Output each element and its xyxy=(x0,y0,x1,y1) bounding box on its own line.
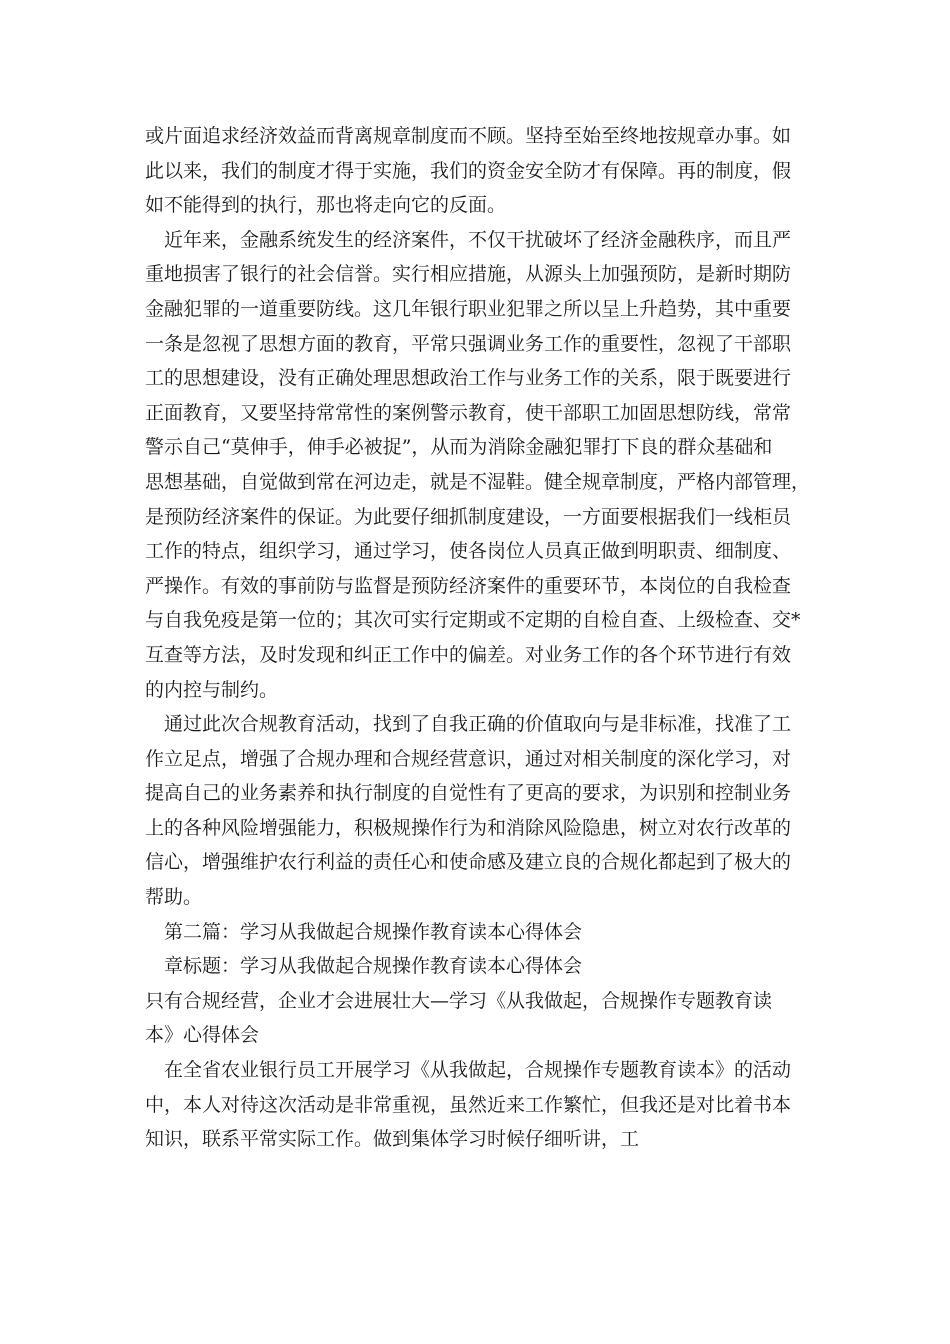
text-line: 是预防经济案件的保证。为此要仔细抓制度建设，一方面要根据我们一线柜员 xyxy=(145,505,792,528)
section-heading: 第二篇：学习从我做起合规操作教育读本心得体会 xyxy=(164,920,583,943)
text-line: 提高自己的业务素养和执行制度的自觉性有了更高的要求，为识别和控制业务 xyxy=(145,782,792,805)
text-line: 知识，联系平常实际工作。做到集体学习时候仔细听讲，工 xyxy=(145,1128,640,1151)
text-line: 重地损害了银行的社会信誉。实行相应措施，从源头上加强预防，是新时期防 xyxy=(145,263,792,286)
text-line: 信心，增强维护农行利益的责任心和使命感及建立良的合规化都起到了极大的 xyxy=(145,851,792,874)
text-line: 帮助。 xyxy=(145,886,203,909)
text-line: 与自我免疫是第一位的；其次可实行定期或不定期的自检自查、上级检查、交* xyxy=(145,609,801,632)
document-body xyxy=(145,119,810,1157)
text-line: 上的各种风险增强能力，积极规操作行为和消除风险隐患，树立对农行改革的 xyxy=(145,816,792,839)
text-line: 工的思想建设，没有正确处理思想政治工作与业务工作的关系，限于既要进行 xyxy=(145,367,792,390)
text-line: 或片面追求经济效益而背离规章制度而不顾。坚持至始至终地按规章办事。如 xyxy=(145,125,792,147)
text-line: 本》心得体会 xyxy=(145,1024,260,1047)
text-line: 近年来，金融系统发生的经济案件，不仅干扰破坏了经济金融秩序，而且严 xyxy=(164,228,792,251)
text-line: 作立足点，增强了合规办理和合规经营意识，通过对相关制度的深化学习，对 xyxy=(145,747,792,770)
text-line: 只有合规经营，企业才会进展壮大—学习《从我做起，合规操作专题教育读 xyxy=(145,989,773,1012)
text-line: 正面教育，又要坚持常常性的案例警示教育，使干部职工加固思想防线，常常 xyxy=(145,401,792,424)
text-line: 一条是忽视了思想方面的教育，平常只强调业务工作的重要性，忽视了干部职 xyxy=(145,332,792,355)
text-line: 工作的特点，组织学习，通过学习，使各岗位人员真正做到明职责、细制度、 xyxy=(145,540,792,563)
text-line: 警示自己“莫伸手，伸手必被捉”，从而为消除金融犯罪打下良的群众基础和 xyxy=(145,436,773,459)
text-line: 互查等方法，及时发现和纠正工作中的偏差。对业务工作的各个环节进行有效 xyxy=(145,643,792,666)
text-line: 严操作。有效的事前防与监督是预防经济案件的重要环节，本岗位的自我检查 xyxy=(145,574,792,597)
text-line: 金融犯罪的一道重要防线。这几年银行职业犯罪之所以呈上升趋势，其中重要 xyxy=(145,297,792,320)
text-line: 通过此次合规教育活动，找到了自我正确的价值取向与是非标准，找准了工 xyxy=(164,713,792,736)
text-line: 如不能得到的执行，那也将走向它的反面。 xyxy=(145,194,507,217)
text-line: 在全省农业银行员工开展学习《从我做起，合规操作专题教育读本》的活动 xyxy=(164,1059,792,1082)
text-line: 中，本人对待这次活动是非常重视，虽然近来工作繁忙，但我还是对比着书本 xyxy=(145,1093,792,1116)
text-line: 的内控与制约。 xyxy=(145,678,279,701)
text-line: 此以来，我们的制度才得于实施，我们的资金安全防才有保障。再的制度，假 xyxy=(145,159,792,182)
chapter-title: 章标题：学习从我做起合规操作教育读本心得体会 xyxy=(164,955,583,978)
text-line: 思想基础，自觉做到常在河边走，就是不湿鞋。健全规章制度，严格内部管理， xyxy=(145,470,811,493)
